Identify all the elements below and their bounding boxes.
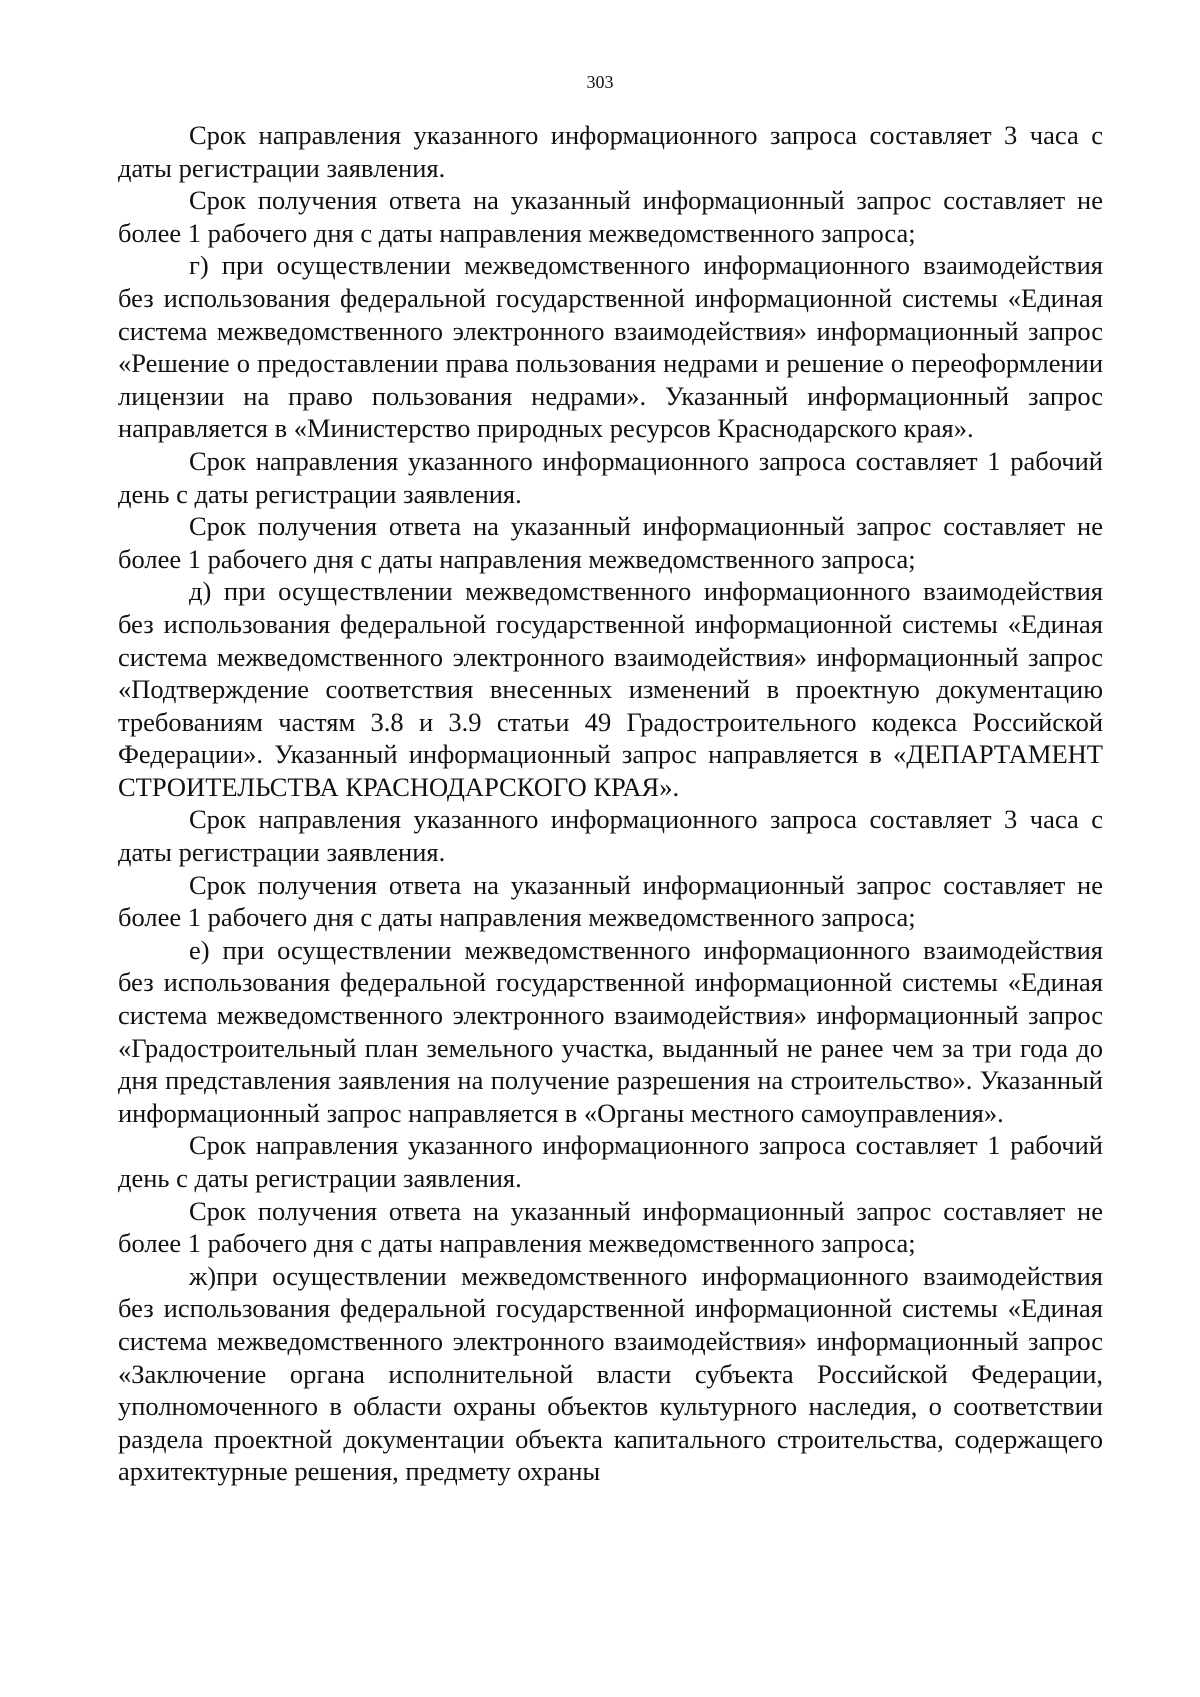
paragraph: Срок направления указанного информационного запроса составляет 1 рабочий день с даты регистрации заявления. [118, 1130, 1103, 1193]
paragraph: Срок направления указанного информационного запроса составляет 3 часа с даты регистрации заявления. [118, 804, 1103, 868]
paragraph: г) при осуществлении межведомственного информационного взаимодействия без использования федеральной государственной информационной системы «Единая система межведомственного электронного взаимодействия» информационный запрос «Решение о предоставлении права пользования недрами и решение о переоформлении лицензии на право пользования недрами». Указанный информационный запрос направляется в «Министерство природных ресурсов Краснодарского края». [118, 250, 1103, 444]
paragraph-last: ж)при осуществлении межведомственного информационного взаимодействия без использования федеральной государственной информационной системы «Единая система межведомственного электронного взаимодействия» информационный запрос «Заключение органа исполнительной власти субъекта Российской Федерации, уполномоченного в области охраны объектов культурного наследия, о соответствии раздела проектной документации объекта капитального строительства, содержащего архитектурные решения, предмету охраны [118, 1260, 1103, 1487]
paragraph: Срок получения ответа на указанный информационный запрос составляет не более 1 рабочего дня с даты направления межведомственного запроса; [118, 1195, 1103, 1259]
page-number: 303 [586, 72, 614, 92]
paragraph: д) при осуществлении межведомственного информационного взаимодействия без использования федеральной государственной информационной системы «Единая система межведомственного электронного взаимодействия» информационный запрос «Подтверждение соответствия внесенных изменений в проектную документацию требованиям частям 3.8 и 3.9 статьи 49 Градостроительного кодекса Российской Федерации». Указанный информационный запрос направляется в «ДЕПАРТАМЕНТ СТРОИТЕЛЬСТВА КРАСНОДАРСКОГО КРАЯ». [118, 576, 1103, 802]
paragraph: Срок получения ответа на указанный информационный запрос составляет не более 1 рабочего дня с даты направления межведомственного запроса; [118, 869, 1103, 933]
paragraph: е) при осуществлении межведомственного информационного взаимодействия без использования федеральной государственной информационной системы «Единая система межведомственного электронного взаимодействия» информационный запрос «Градостроительный план земельного участка, выданный не ранее чем за три года до дня представления заявления на получение разрешения на строительство». Указанный информационный запрос направляется в «Органы местного самоуправления». [118, 934, 1103, 1128]
paragraph: Срок направления указанного информационного запроса составляет 1 рабочий день с даты регистрации заявления. [118, 445, 1103, 509]
paragraph: Срок направления указанного информационного запроса составляет 3 часа с даты регистрации заявления. [118, 120, 1103, 183]
paragraph: Срок получения ответа на указанный информационный запрос составляет не более 1 рабочего дня с даты направления межведомственного запроса; [118, 511, 1103, 574]
document-body [118, 119, 1103, 1488]
paragraph: Срок получения ответа на указанный информационный запрос составляет не более 1 рабочего дня с даты направления межведомственного запроса; [118, 185, 1103, 248]
